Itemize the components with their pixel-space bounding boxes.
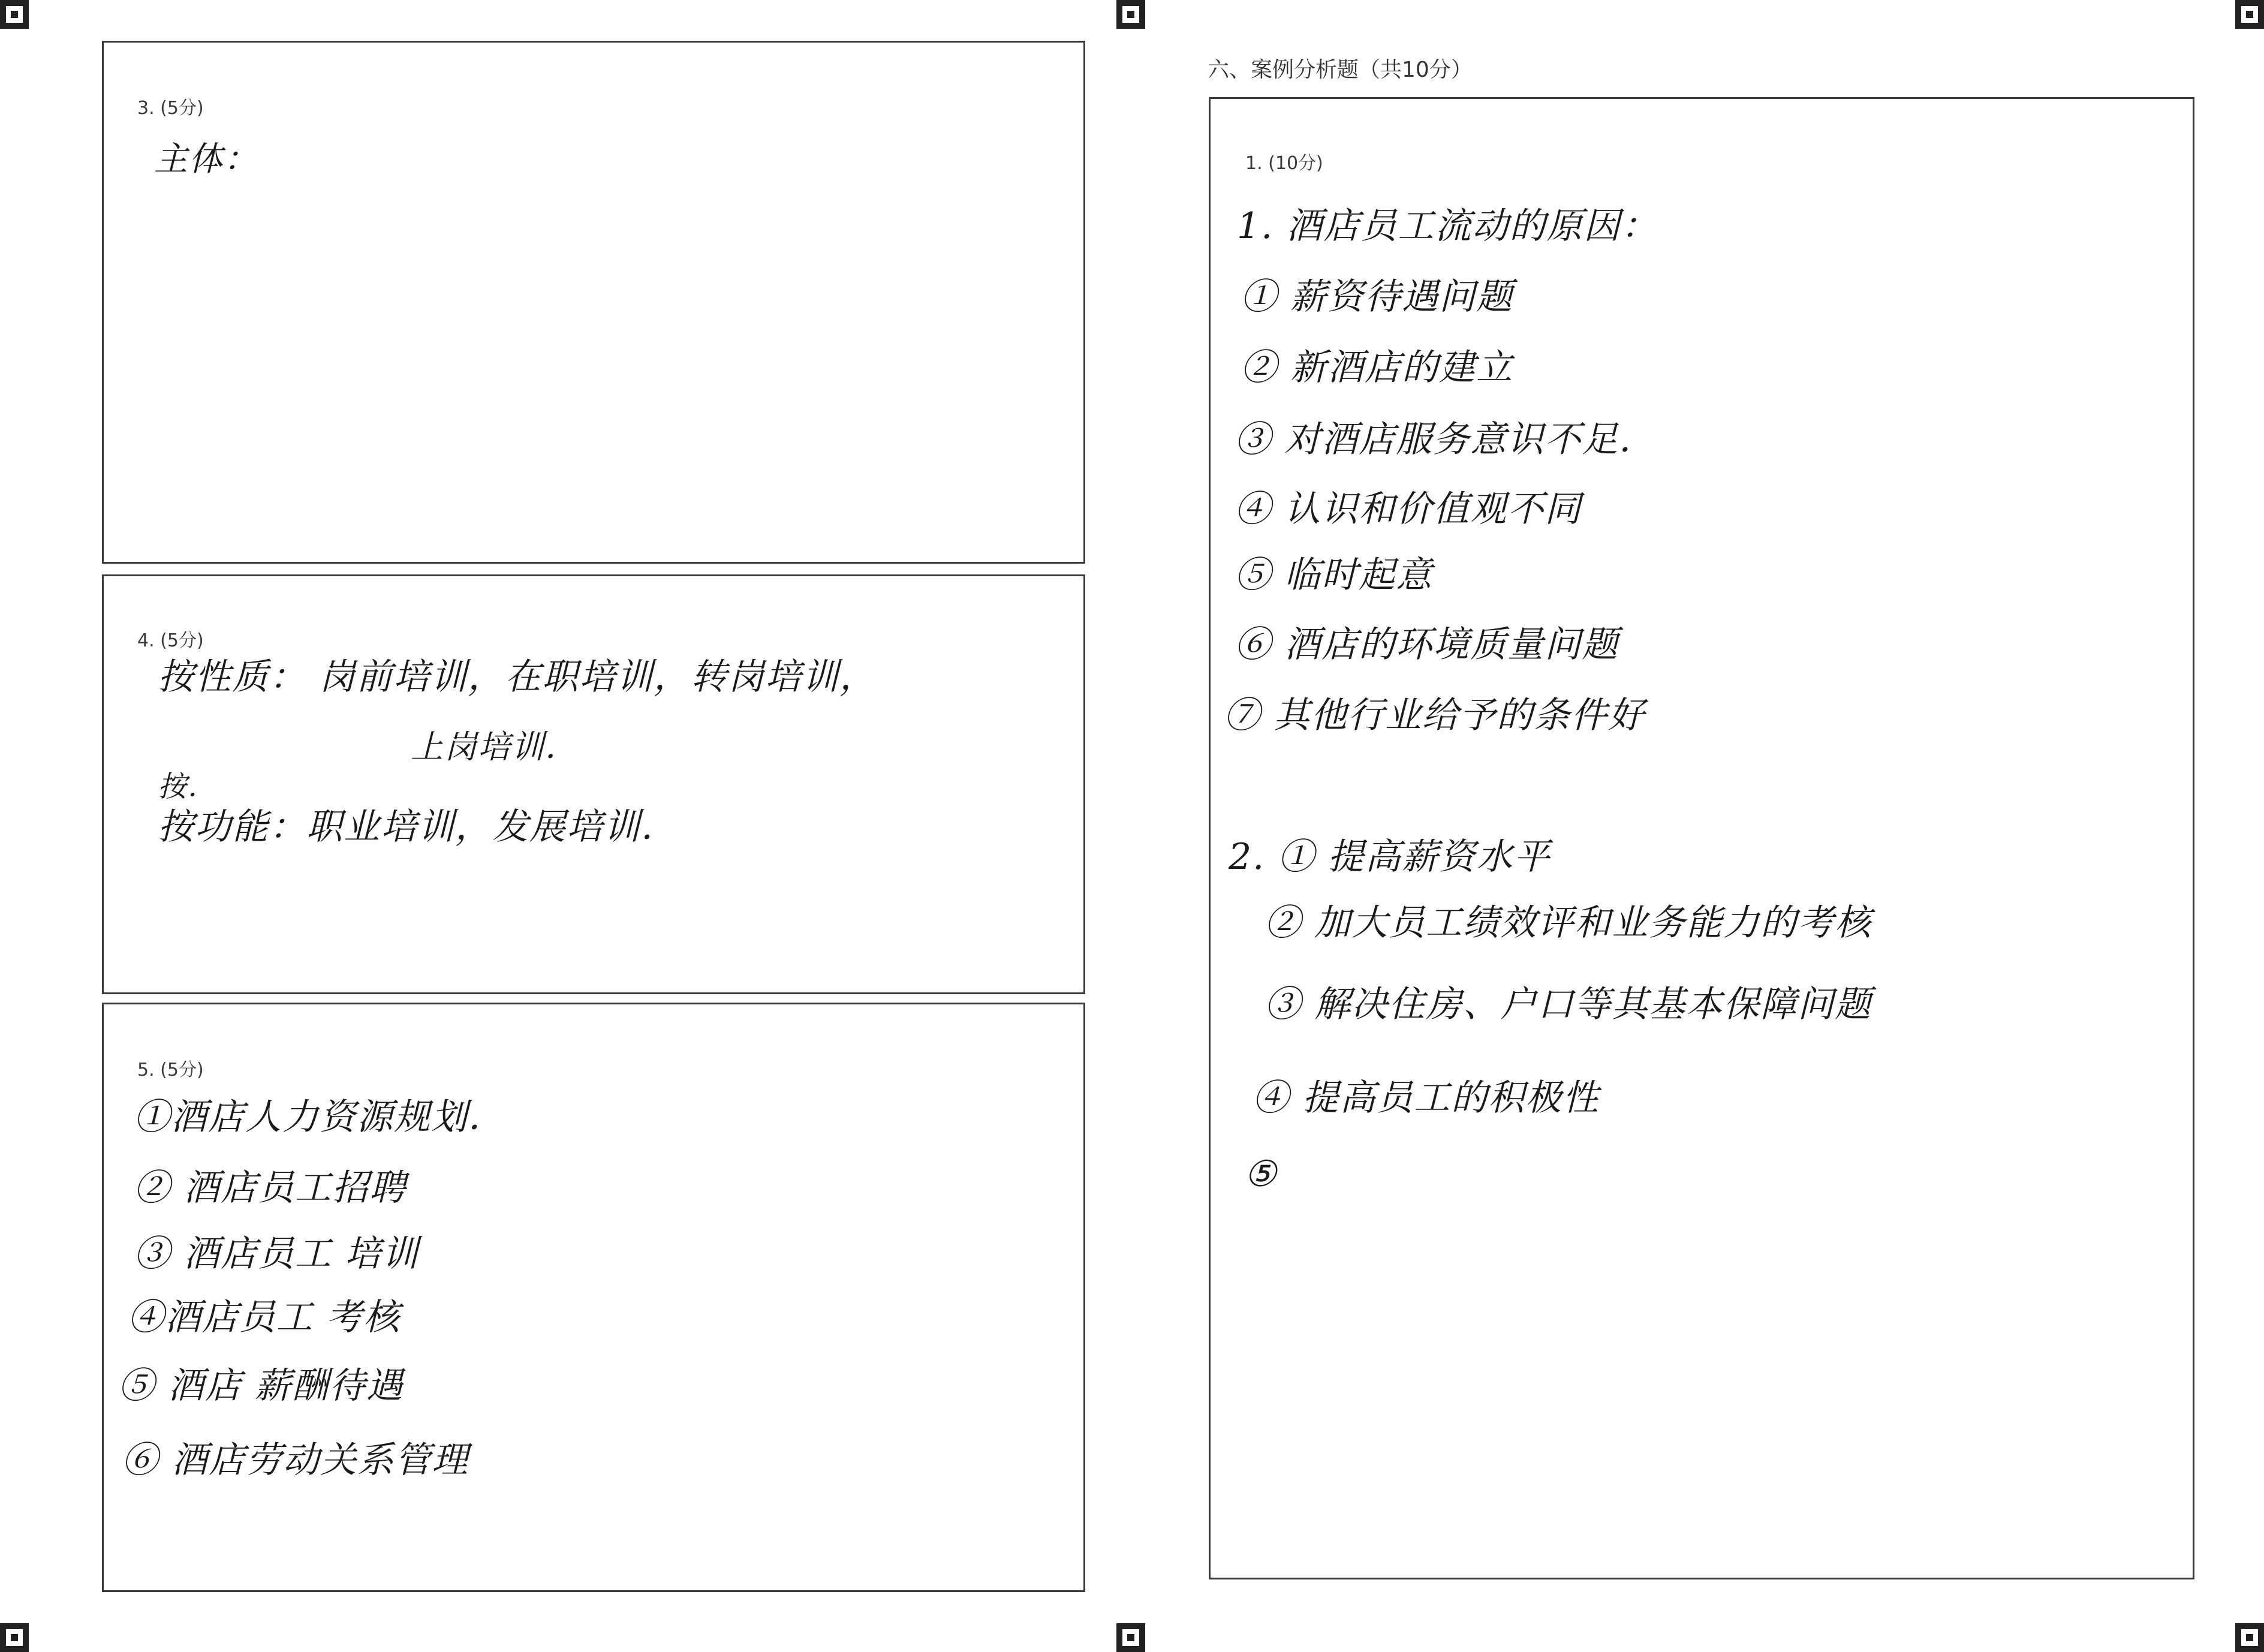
answer-box-q5 bbox=[102, 1003, 1085, 1592]
handwriting-line: ④ 认识和价值观不同 bbox=[1235, 488, 1582, 530]
question-label: 4. (5分) bbox=[137, 630, 204, 651]
section-title: 六、案例分析题（共10分） bbox=[1208, 58, 1473, 82]
handwriting-line: ③ 对酒店服务意识不足． bbox=[1235, 419, 1657, 461]
corner-marker-top-left bbox=[0, 0, 29, 29]
handwriting-line: 上岗培训． bbox=[411, 728, 579, 766]
corner-marker-top-right bbox=[2235, 0, 2264, 29]
corner-marker-top-center bbox=[1116, 0, 1145, 29]
handwriting-line: ③ 酒店员工 培训 bbox=[134, 1233, 420, 1275]
handwriting-line: 2. ① 提高薪资水平 bbox=[1229, 836, 1551, 878]
handwriting-line: ⑤ bbox=[1244, 1153, 1278, 1195]
handwriting-line: ④ 提高员工的积极性 bbox=[1253, 1077, 1600, 1119]
corner-marker-bottom-left bbox=[0, 1623, 29, 1652]
handwriting-line: ⑤ 酒店 薪酬待遇 bbox=[118, 1365, 404, 1407]
answer-box-q3 bbox=[102, 41, 1085, 564]
handwriting-line: 按性质： 岗前培训，在职培训，转岗培训， bbox=[158, 656, 877, 698]
handwriting-line: ② 新酒店的建立 bbox=[1241, 347, 1514, 389]
handwriting-line: ② 加大员工绩效评和业务能力的考核 bbox=[1265, 902, 1872, 944]
question-label: 3. (5分) bbox=[137, 98, 204, 119]
answer-box-q4 bbox=[102, 574, 1085, 994]
handwriting-line: 按． bbox=[158, 770, 218, 804]
handwriting-line: ① 薪资待遇问题 bbox=[1241, 276, 1514, 318]
answer-box-case-1 bbox=[1209, 97, 2194, 1579]
handwriting-line: ⑤ 临时起意 bbox=[1235, 554, 1434, 596]
handwriting-line: 主体： bbox=[154, 140, 258, 179]
question-label: 1. (10分) bbox=[1245, 153, 1323, 174]
handwriting-line: ⑥ 酒店的环境质量问题 bbox=[1235, 624, 1619, 666]
question-label: 5. (5分) bbox=[137, 1060, 204, 1081]
handwriting-line: ④酒店员工 考核 bbox=[128, 1296, 401, 1338]
corner-marker-bottom-right bbox=[2235, 1623, 2264, 1652]
handwriting-line: ③ 解决住房、户口等其基本保障问题 bbox=[1265, 983, 1872, 1025]
handwriting-line: ② 酒店员工招聘 bbox=[134, 1167, 407, 1209]
corner-marker-bottom-center bbox=[1116, 1623, 1145, 1652]
handwriting-line: ①酒店人力资源规划． bbox=[134, 1096, 505, 1138]
handwriting-line: 按功能：职业培训，发展培训． bbox=[158, 806, 678, 848]
handwriting-line: ⑥ 酒店劳动关系管理 bbox=[122, 1439, 469, 1481]
handwriting-line: 1. 酒店员工流动的原因： bbox=[1237, 205, 1658, 247]
handwriting-line: ⑦ 其他行业给予的条件好 bbox=[1224, 694, 1646, 736]
